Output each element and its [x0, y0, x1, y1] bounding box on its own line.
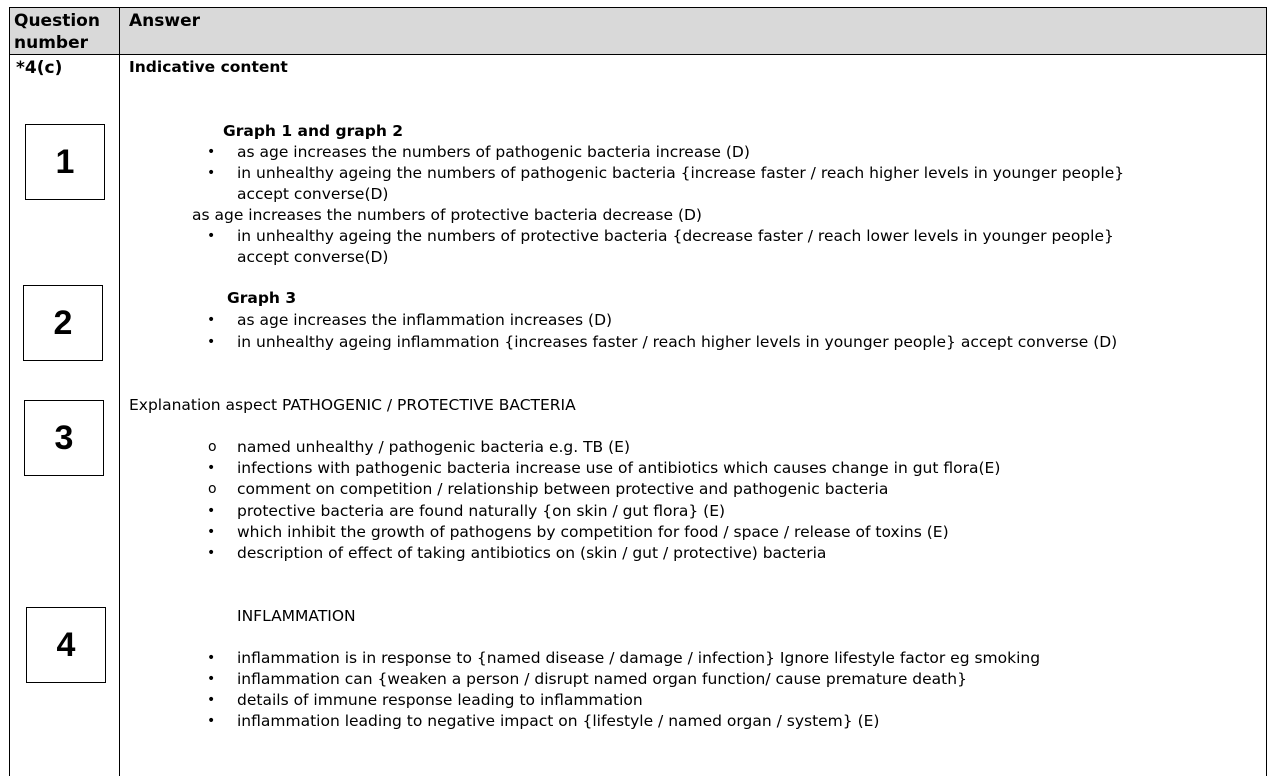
section4-item-3: • details of immune response leading to inflammation — [237, 690, 643, 711]
section4-item-1: • inflammation is in response to {named disease / damage / infection} Ignore lifestyle factor eg smoking — [237, 648, 1040, 669]
section4-item-4: • inflammation leading to negative impact on {lifestyle / named organ / system} (E) — [237, 711, 879, 732]
section2-bullet-1: • as age increases the inflammation increases (D) — [237, 310, 612, 331]
section1-bullet-2-continued: accept converse(D) — [237, 185, 389, 203]
section3-item-4: • protective bacteria are found naturally {on skin / gut flora} (E) — [237, 501, 725, 522]
indicative-content-title: Indicative content — [129, 58, 288, 76]
level-box-4: 4 — [26, 607, 106, 683]
section1-heading: Graph 1 and graph 2 — [223, 122, 404, 140]
section1-line-3: as age increases the numbers of protective bacteria decrease (D) — [192, 206, 702, 224]
section1-bullet-1: • as age increases the numbers of pathogenic bacteria increase (D) — [237, 142, 750, 163]
table-top-border — [9, 7, 1267, 8]
table-left-border — [9, 7, 10, 776]
section1-bullet-4-continued: accept converse(D) — [237, 248, 389, 266]
answer-header: Answer — [129, 11, 200, 31]
section3-item-5: • which inhibit the growth of pathogens by competition for food / space / release of toxins (E) — [237, 522, 949, 543]
section4-heading: INFLAMMATION — [237, 607, 356, 625]
section3-item-2: • infections with pathogenic bacteria increase use of antibiotics which causes change in gut flora(E) — [237, 458, 1000, 479]
section4-item-2: • inflammation can {weaken a person / disrupt named organ function/ cause premature death} — [237, 669, 967, 690]
level-box-3: 3 — [24, 400, 104, 476]
header-bottom-border — [9, 54, 1267, 55]
level-box-1: 1 — [25, 124, 105, 200]
question-number-header: Question number — [14, 11, 100, 53]
section3-heading: Explanation aspect PATHOGENIC / PROTECTIVE BACTERIA — [129, 396, 576, 414]
section3-item-1: o named unhealthy / pathogenic bacteria e.g. TB (E) — [237, 437, 630, 458]
section1-bullet-2: • in unhealthy ageing the numbers of pathogenic bacteria {increase faster / reach higher levels in younger people} — [237, 163, 1124, 184]
section1-bullet-4: • in unhealthy ageing the numbers of protective bacteria {decrease faster / reach lower levels in younger people} — [237, 226, 1114, 247]
table-right-border — [1266, 7, 1267, 776]
column-divider — [119, 7, 120, 776]
section3-item-3: o comment on competition / relationship between protective and pathogenic bacteria — [237, 479, 888, 500]
level-box-2: 2 — [23, 285, 103, 361]
section2-heading: Graph 3 — [227, 289, 297, 307]
section3-item-6: • description of effect of taking antibiotics on (skin / gut / protective) bacteria — [237, 543, 826, 564]
question-number: *4(c) — [16, 58, 63, 78]
section2-bullet-2: • in unhealthy ageing inflammation {increases faster / reach higher levels in younger people} accept converse (D) — [237, 332, 1117, 353]
